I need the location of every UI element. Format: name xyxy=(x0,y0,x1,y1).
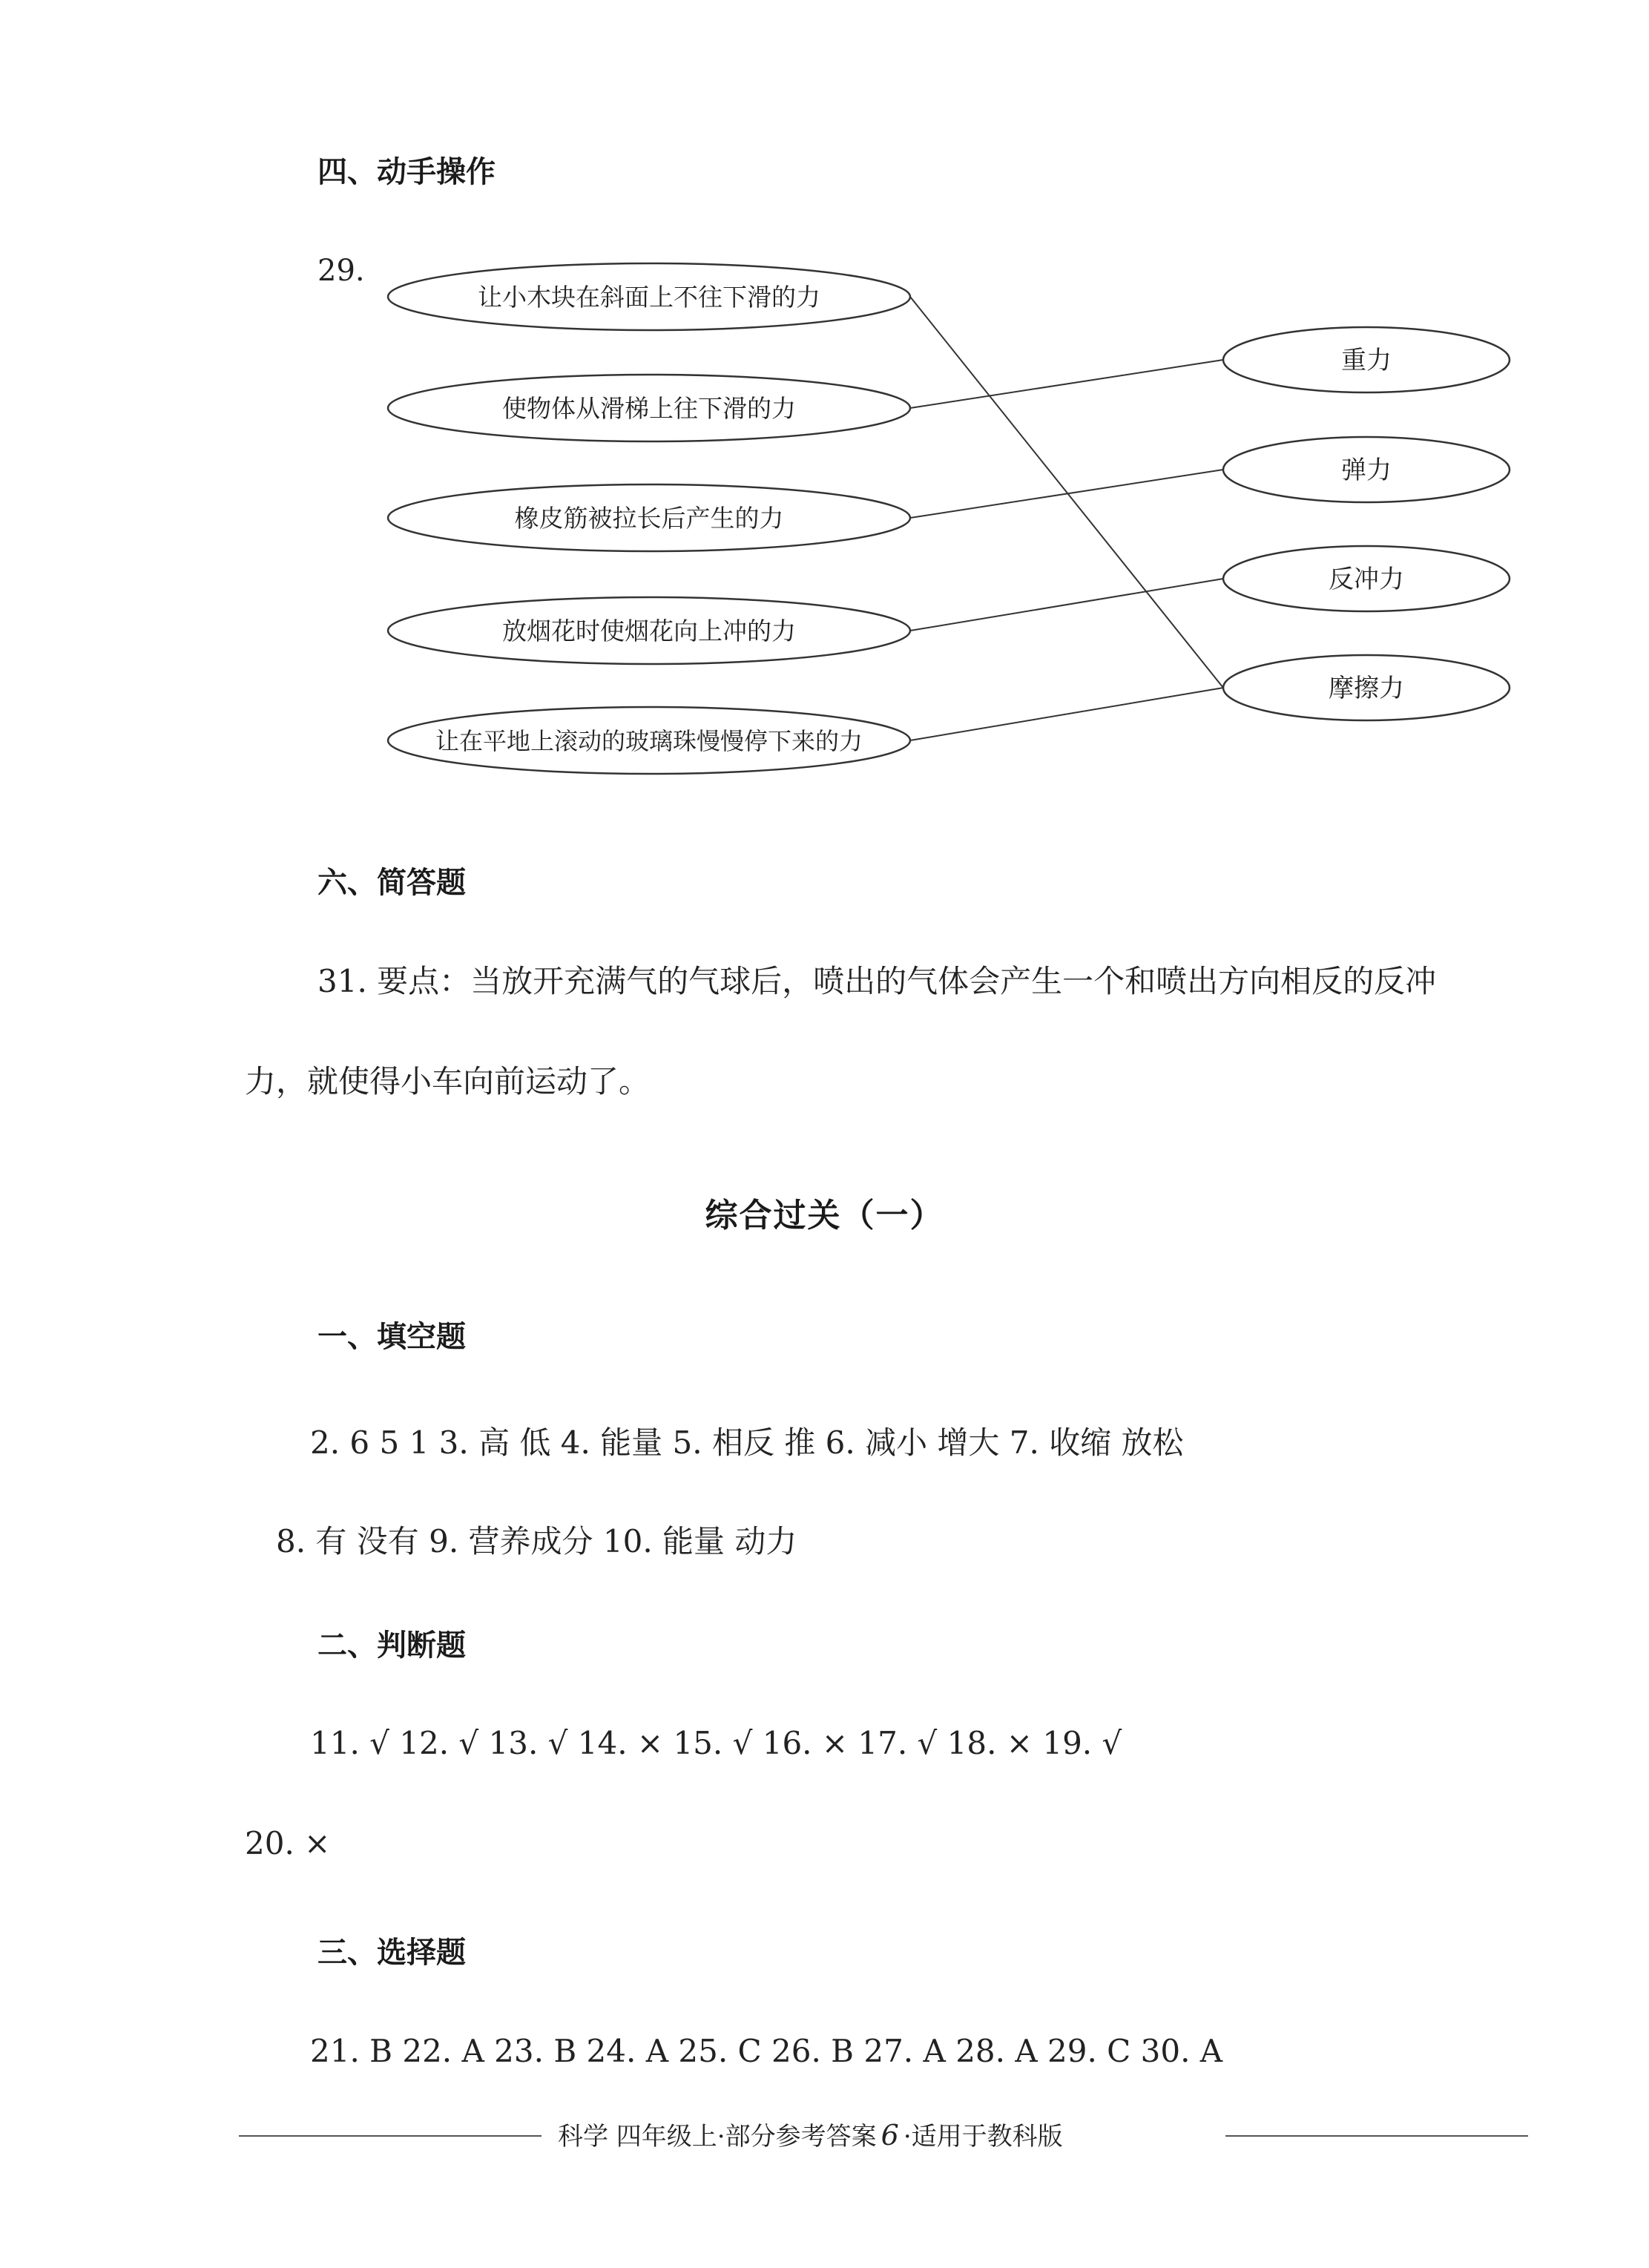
footer-rule-left xyxy=(239,2135,542,2137)
left-oval-label: 让在平地上滚动的玻璃珠慢慢停下来的力 xyxy=(435,727,863,755)
section-heading-multiple-choice: 三、选择题 xyxy=(317,1936,466,1970)
fill-blank-answers-line1: 2. 6 5 1 3. 高 低 4. 能量 5. 相反 推 6. 减小 增大 7. 收缩 放松 xyxy=(310,1424,1184,1461)
section-heading-fill-blank: 一、填空题 xyxy=(317,1320,466,1354)
match-line xyxy=(910,470,1223,518)
right-oval-label: 弹力 xyxy=(1341,456,1392,485)
true-false-answers-line2: 20. × xyxy=(245,1825,331,1861)
footer-page-number: 6 xyxy=(881,2119,899,2152)
footer-edition: ·适用于教科版 xyxy=(903,2122,1063,2152)
right-oval-label: 反冲力 xyxy=(1329,565,1404,594)
match-line xyxy=(910,360,1223,408)
section-heading-true-false: 二、判断题 xyxy=(317,1628,466,1663)
matching-diagram xyxy=(0,0,1649,816)
footer-text: 科学 四年级上·部分参考答案 xyxy=(558,2122,877,2152)
match-line xyxy=(910,297,1223,688)
question-29-number: 29. xyxy=(317,254,365,288)
left-oval-label: 放烟花时使烟花向上冲的力 xyxy=(502,617,796,645)
answer-31-line2: 力，就使得小车向前运动了。 xyxy=(245,1063,651,1100)
right-oval-label: 摩擦力 xyxy=(1329,674,1404,703)
section-heading-hands-on: 四、动手操作 xyxy=(317,155,496,189)
true-false-answers-line1: 11. √ 12. √ 13. √ 14. × 15. √ 16. × 17. √ 18. × 19. √ xyxy=(310,1725,1122,1761)
section-heading-short-answer: 六、简答题 xyxy=(317,866,466,900)
right-oval-label: 重力 xyxy=(1341,346,1392,375)
match-line xyxy=(910,579,1223,631)
test-title: 综合过关（一） xyxy=(705,1197,944,1235)
left-oval-label: 让小木块在斜面上不往下滑的力 xyxy=(478,283,820,312)
multiple-choice-answers-line1: 21. B 22. A 23. B 24. A 25. C 26. B 27. A 28. A 29. C 30. A xyxy=(310,2033,1223,2069)
fill-blank-answers-line2: 8. 有 没有 9. 营养成分 10. 能量 动力 xyxy=(276,1523,797,1559)
left-oval-label: 使物体从滑梯上往下滑的力 xyxy=(502,394,796,423)
footer-rule-right xyxy=(1225,2135,1528,2137)
left-oval-label: 橡皮筋被拉长后产生的力 xyxy=(514,504,784,533)
footer xyxy=(558,2116,1063,2152)
answer-31-line1: 31. 要点：当放开充满气的气球后，喷出的气体会产生一个和喷出方向相反的反冲 xyxy=(317,963,1437,999)
match-line xyxy=(910,688,1223,740)
